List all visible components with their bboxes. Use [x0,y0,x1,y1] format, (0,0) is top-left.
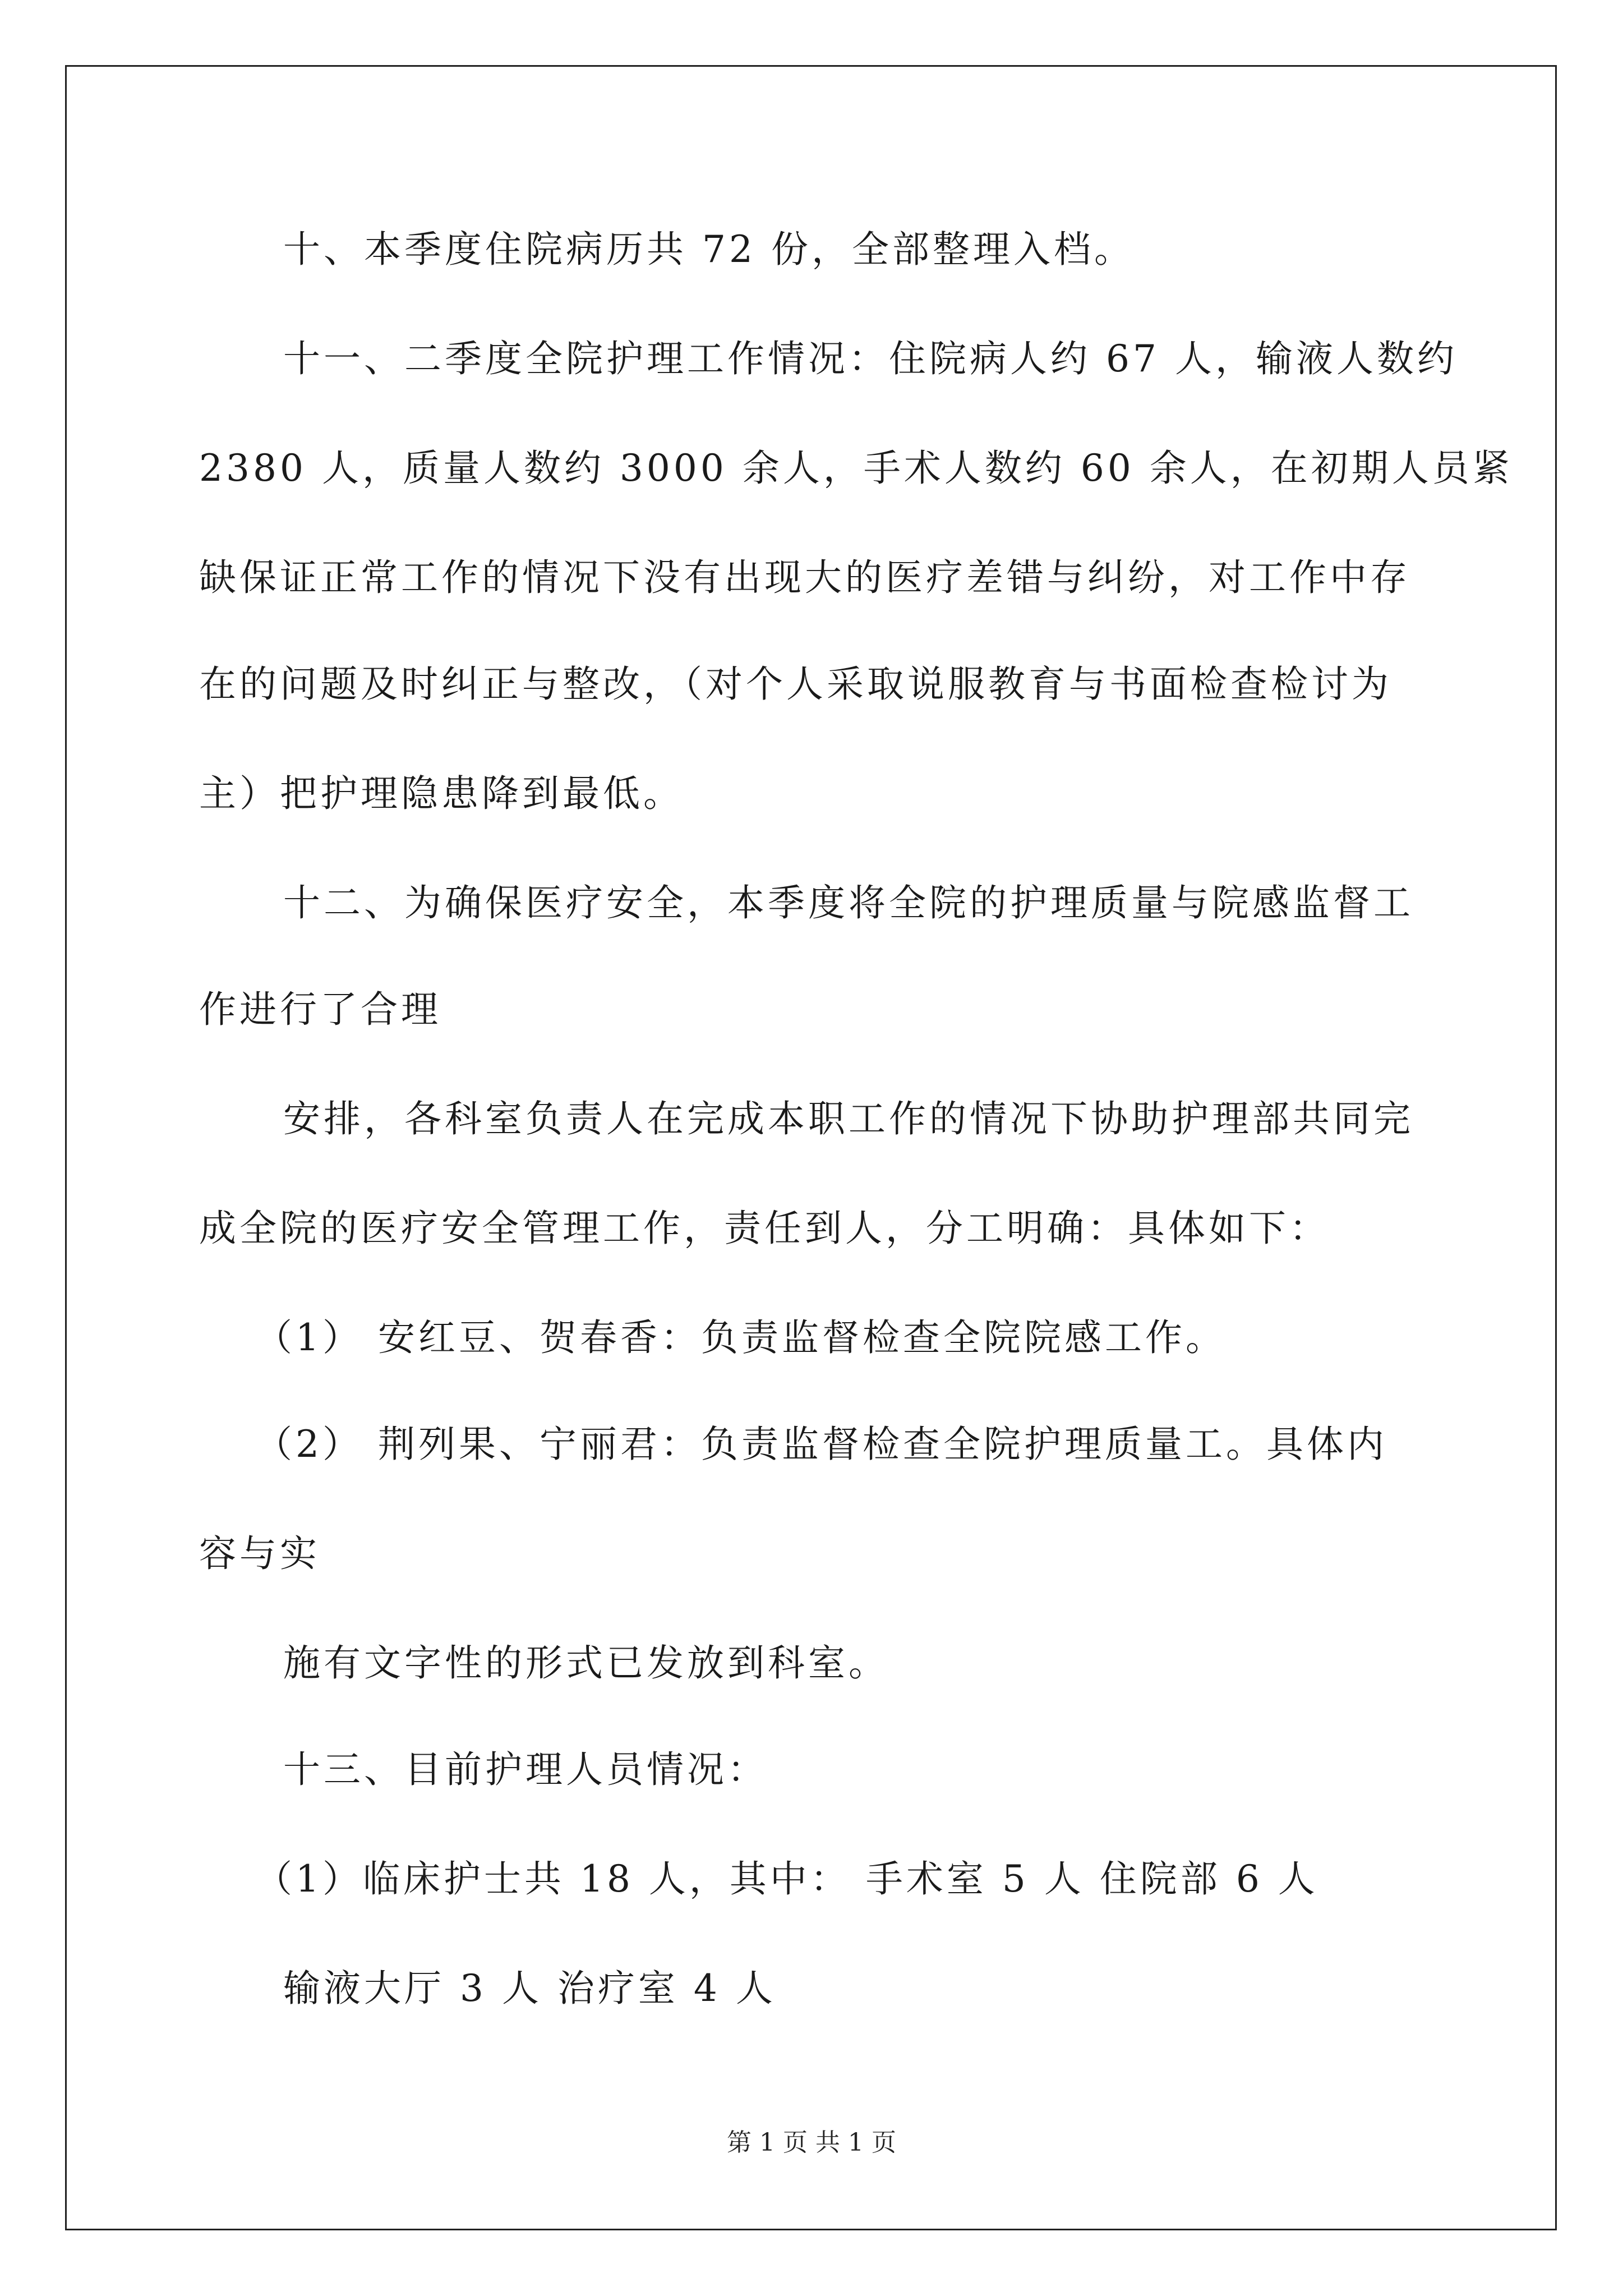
text-line-15: 十三、目前护理人员情况： [283,1748,768,1791]
text-line-1: 十、本季度住院病历共 72 份，全部整理入档。 [283,228,1135,271]
page-number-footer: 第 1 页 共 1 页 [727,2128,896,2157]
text-line-9: 安排，各科室负责人在完成本职工作的情况下协助护理部共同完 [283,1097,1414,1140]
text-line-11: （1） 安红豆、贺春香：负责监督检查全院院感工作。 [255,1316,1226,1359]
text-line-8: 作进行了合理 [199,988,441,1031]
text-line-10: 成全院的医疗安全管理工作，责任到人，分工明确：具体如下： [199,1207,1330,1250]
text-line-6: 主）把护理隐患降到最低。 [199,772,684,815]
text-line-17: 输液大厅 3 人 治疗室 4 人 [283,1967,776,2010]
text-line-5: 在的问题及时纠正与整改，（对个人采取说服教育与书面检查检讨为 [199,662,1392,706]
text-line-16: （1）临床护士共 18 人，其中： 手术室 5 人 住院部 6 人 [255,1857,1318,1901]
text-line-7: 十二、为确保医疗安全，本季度将全院的护理质量与院感监督工 [283,881,1414,924]
text-line-2: 十一、二季度全院护理工作情况：住院病人约 67 人，输液人数约 [283,337,1458,380]
text-line-14: 施有文字性的形式已发放到科室。 [283,1641,889,1685]
text-line-12: （2） 荆列果、宁丽君：负责监督检查全院护理质量工。具体内 [255,1423,1387,1466]
text-line-4: 缺保证正常工作的情况下没有出现大的医疗差错与纠纷，对工作中存 [199,556,1410,599]
text-line-3: 2380 人，质量人数约 3000 余人，手术人数约 60 余人，在初期人员紧 [199,447,1513,490]
text-line-13: 容与实 [199,1532,320,1575]
